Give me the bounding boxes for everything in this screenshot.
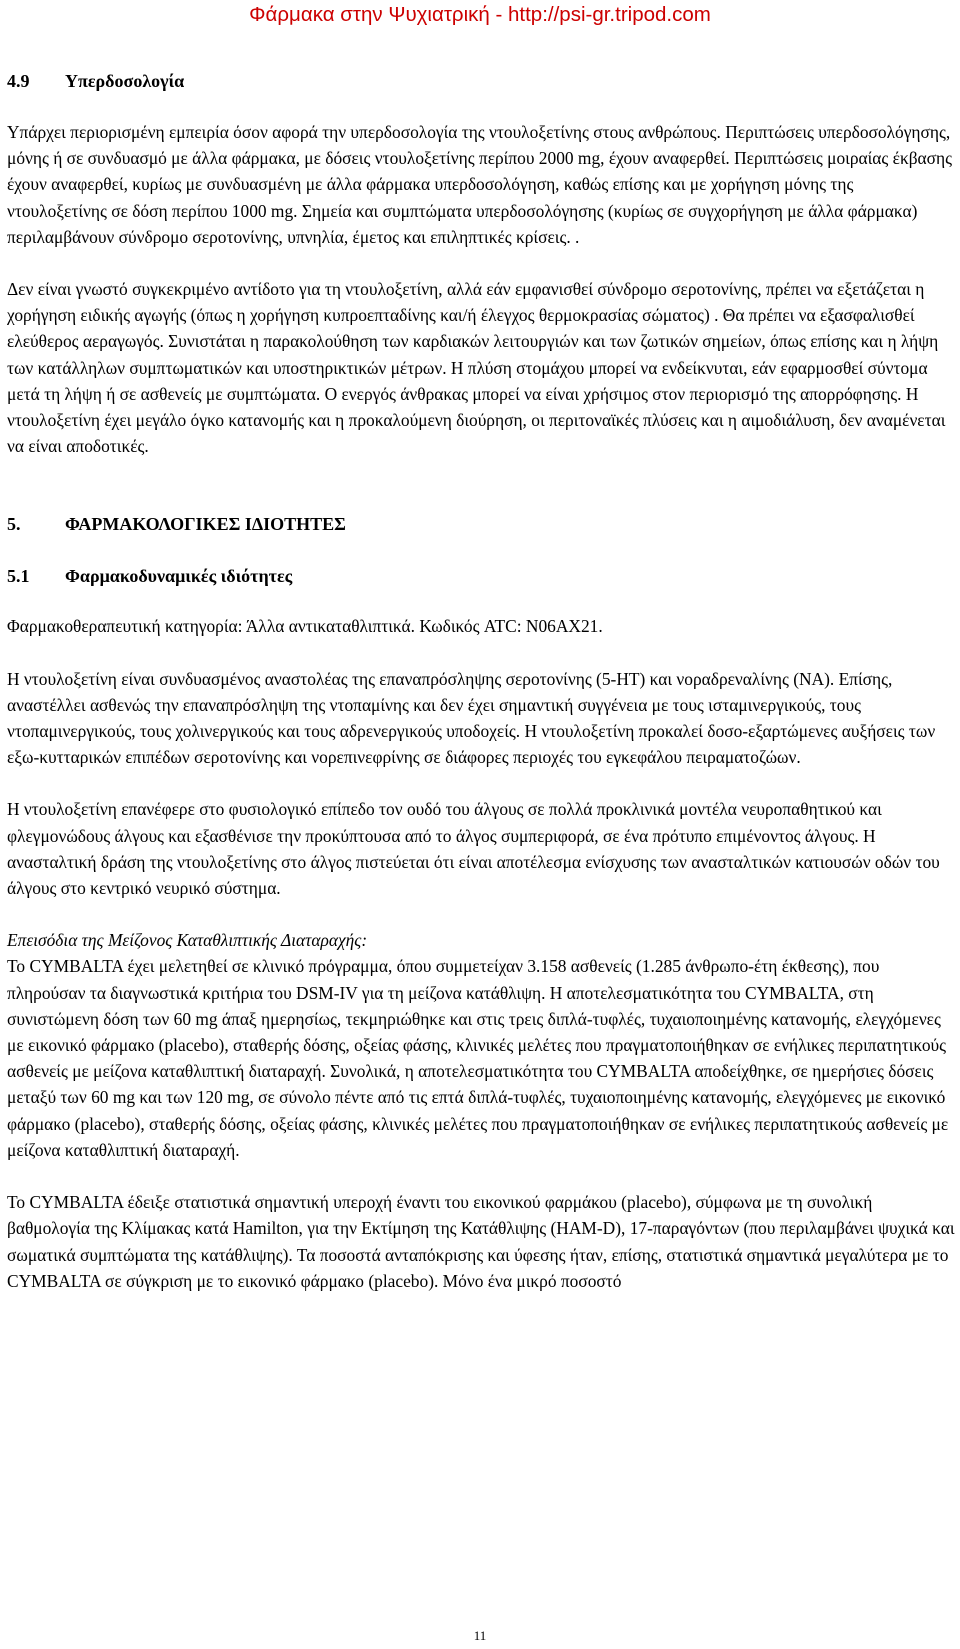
page-number: 11 [473,1628,487,1643]
section-number: 5.1 [7,566,30,587]
section-title: Υπερδοσολογία [65,71,185,91]
section-title: Φαρμακοδυναμικές ιδιότητες [65,566,293,587]
antidote-paragraph: Δεν είναι γνωστό συγκεκριμένο αντίδοτο για τη ντουλοξετίνη, αλλά εάν εμφανισθεί σύνδρομο σεροτονίνης, πρέπει να εξετάζεται η χορήγηση ειδικής αγωγής (όπως η χορήγηση κυπροεπταδίνης και/ή έλεγχος θερμοκρασίας σώματος) . Θα πρέπει να εξασφαλισθεί ελεύθερος αεραγωγός. Συνιστάται η παρακολούθηση των καρδιακών λειτουργιών και των ζωτικών σημείων, όπως επίσης και η λήψη των κατάλληλων συμπτωματικών και υποστηρικτικών μέτρων. Η πλύση στομάχου μπορεί να ενδείκνυται, εάν εφαρμοσθεί σύντομα μετά τη λήψη ή σε ασθενείς με συμπτώματα. Ο ενεργός άνθρακας μπορεί να είναι χρήσιμος στον περιορισμό της απορρόφησης. Η ντουλοξετίνη έχει μεγάλο όγκο κατανομής και η προκαλούμενη διούρηση, οι περιτοναϊκές πλύσεις και η αιμοδιάλυση, δεν αναμένεται να είναι αποδοτικές. [7,279,946,457]
site-banner: Φάρμακα στην Ψυχιατρική - http://psi-gr.tripod.com [249,3,711,26]
mdd-subheading: Επεισόδια της Μείζονος Καταθλιπτικής Διαταραχής: [7,930,368,951]
section-title: ΦΑΡΜΑΚΟΛΟΓΙΚΕΣ ΙΔΙΟΤΗΤΕΣ [65,514,346,535]
clinical-program-paragraph: Το CYMBALTA έχει μελετηθεί σε κλινικό πρόγραμμα, όπου συμμετείχαν 3.158 ασθενείς (1.285 άνθρωπο-έτη έκθεσης), που πληρούσαν τα διαγνωστικά κριτήρια του DSM-IV για τη μείζονα κατάθλιψη. Η αποτελεσματικότητα του CYMBALTA, στη συνιστώμενη δόση των 60 mg άπαξ ημερησίως, τεκμηριώθηκε και στις τρεις διπλά-τυφλές, τυχαιοποιημένης κατανομής, ελεγχόμενες με εικονικό φάρμακο (placebo), σταθερής δόσης, οξείας φάσης, κλινικές μελέτες που πραγματοποιήθηκαν σε ενήλικες περιπατητικούς ασθενείς με μείζονα καταθλιπτική διαταραχή. Συνολικά, η αποτελεσματικότητα του CYMBALTA αποδείχθηκε, σε ημερήσιες δόσεις μεταξύ των 60 mg και των 120 mg, σε σύνολο πέντε από τις επτά διπλά-τυφλές, τυχαιοποιημένης κατανομής, ελεγχόμενες με εικονικό φάρμακο (placebo), σταθερής δόσης, οξείας φάσης, κλινικές μελέτες που πραγματοποιήθηκαν σε ενήλικες περιπατητικούς ασθενείς με μείζονα καταθλιπτική διαταραχή. [7,956,949,1160]
section-5-1-heading [7,563,957,589]
section-number: 5. [7,514,21,535]
section-4-9-heading [7,68,957,94]
section-number: 4.9 [7,71,30,91]
overdose-paragraph: Υπάρχει περιορισμένη εμπειρία όσον αφορά την υπερδοσολογία της ντουλοξετίνης στους ανθρώπους. Περιπτώσεις υπερδοσολόγησης, μόνης ή σε συνδυασμό με άλλα φάρμακα, με δόσεις ντουλοξετίνης περίπου 2000 mg, έχουν αναφερθεί. Περιπτώσεις μοιραίας έκβασης έχουν αναφερθεί, κυρίως με συνδυασμένη με άλλα φάρμακα υπερδοσολόγηση, καθώς επίσης και με χορήγηση μόνης της ντουλοξετίνης σε δόση περίπου 1000 mg. Σημεία και συμπτώματα υπερδοσολόγησης (κυρίως σε συγχορήγηση με άλλα φάρμακα) περιλαμβάνουν σύνδρομο σεροτονίνης, υπνηλία, έμετος και επιληπτικές κρίσεις. . [7,122,953,247]
pharmacotherapeutic-group: Φαρμακοθεραπευτική κατηγορία: Άλλα αντικαταθλιπτικά. Κωδικός ATC: N06AX21. [7,616,603,637]
efficacy-paragraph: Το CYMBALTA έδειξε στατιστικά σημαντική υπεροχή έναντι του εικονικού φαρμάκου (placebo), σύμφωνα με τη συνολική βαθμολογία της Κλίμακας κατά Hamilton, για την Εκτίμηση της Κατάθλιψης (HAM-D), 17-παραγόντων (που περιλαμβάνει ψυχικά και σωματικά συμπτώματα της κατάθλιψης). Τα ποσοστά ανταπόκρισης και ύφεσης ήταν, επίσης, στατιστικά σημαντικά μεγαλύτερα με το CYMBALTA σε σύγκριση με το εικονικό φάρμακο (placebo). Μόνο ένα μικρό ποσοστό [7,1192,955,1291]
pain-paragraph: Η ντουλοξετίνη επανέφερε στο φυσιολογικό επίπεδο τον ουδό του άλγους σε πολλά προκλινικά μοντέλα νευροπαθητικού και φλεγμονώδους άλγους και εξασθένισε την προκύπτουσα από το άλγος συμπεριφορά, σε ένα πρότυπο επιμένοντος άλγους. Η ανασταλτική δράση της ντουλοξετίνης στο άλγος πιστεύεται ότι είναι αποτέλεσμα ενίσχυσης των ανασταλτικών κατιουσών οδών του άλγους στο κεντρικό νευρικό σύστημα. [7,799,940,899]
document-body [7,68,957,1294]
section-5-heading [7,511,957,537]
mechanism-paragraph: Η ντουλοξετίνη είναι συνδυασμένος αναστολέας της επαναπρόσληψης σεροτονίνης (5-HT) και νοραδρεναλίνης (NA). Επίσης, αναστέλλει ασθενώς την επαναπρόσληψη της ντοπαμίνης και δεν έχει σημαντική συγγένεια με τους ισταμινεργικούς, τους ντοπαμινεργικούς, τους χολινεργικούς και τους αδρενεργικούς υποδοχείς. Η ντουλοξετίνη προκαλεί δοσο-εξαρτώμενες αυξήσεις των εξω-κυτταρικών επιπέδων σεροτονίνης και νορεπινεφρίνης σε διάφορες περιοχές του εγκεφάλου πειραματοζώων. [7,668,936,768]
